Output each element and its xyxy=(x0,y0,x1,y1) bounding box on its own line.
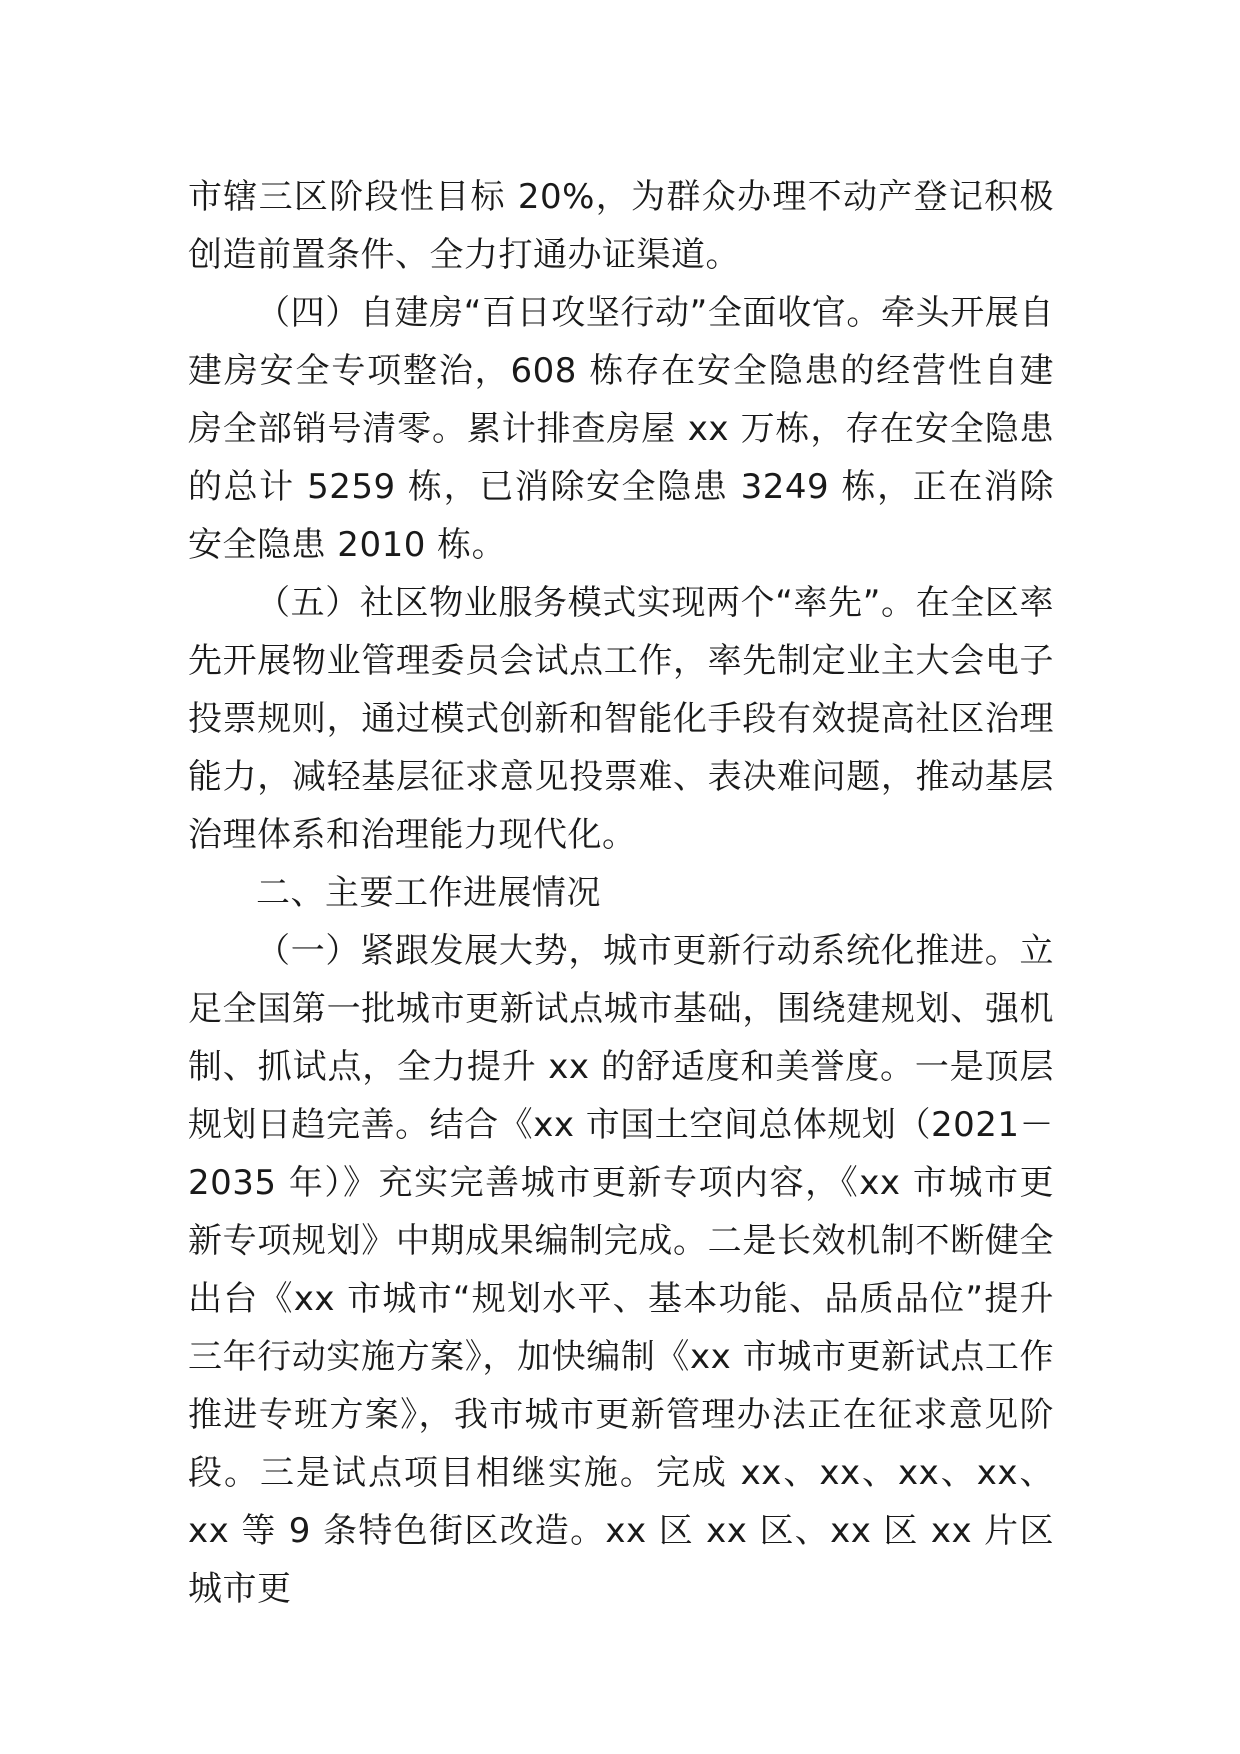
paragraph-continuation: 市辖三区阶段性目标 20%，为群众办理不动产登记积极创造前置条件、全力打通办证渠道。 xyxy=(188,177,1054,275)
paragraph-section-one: （一）紧跟发展大势，城市更新行动系统化推进。立足全国第一批城市更新试点城市基础，围绕建规划、强机制、抓试点，全力提升 xx 的舒适度和美誉度。一是顶层规划日趋完善。结合《xx 市国土空间总体规划（2021－2035 年）》充实完善城市更新专项内容，《xx 市城市更新专项规划》中期成果编制完成。二是长效机制不断健全出台《xx 市城市“规划水平、基本功能、品质品位”提升三年行动实施方案》，加快编制《xx 市城市更新试点工作推进专班方案》，我市城市更新管理办法正在征求意见阶段。三是试点项目相继实施。完成 xx、xx、xx、xx、xx 等 9 条特色街区改造。xx 区 xx 区、xx 区 xx 片区城市更 xyxy=(188,931,1054,1609)
section-heading-two: 二、主要工作进展情况 xyxy=(256,873,601,913)
document-body xyxy=(188,168,1054,1618)
paragraph-section-four: （四）自建房“百日攻坚行动”全面收官。牵头开展自建房安全专项整治，608 栋存在安全隐患的经营性自建房全部销号清零。累计排查房屋 xx 万栋，存在安全隐患的总计 5259 栋，已消除安全隐患 3249 栋，正在消除安全隐患 2010 栋。 xyxy=(188,293,1054,565)
paragraph-section-five: （五）社区物业服务模式实现两个“率先”。在全区率先开展物业管理委员会试点工作，率先制定业主大会电子投票规则，通过模式创新和智能化手段有效提高社区治理能力，减轻基层征求意见投票难、表决难问题，推动基层治理体系和治理能力现代化。 xyxy=(188,583,1054,855)
